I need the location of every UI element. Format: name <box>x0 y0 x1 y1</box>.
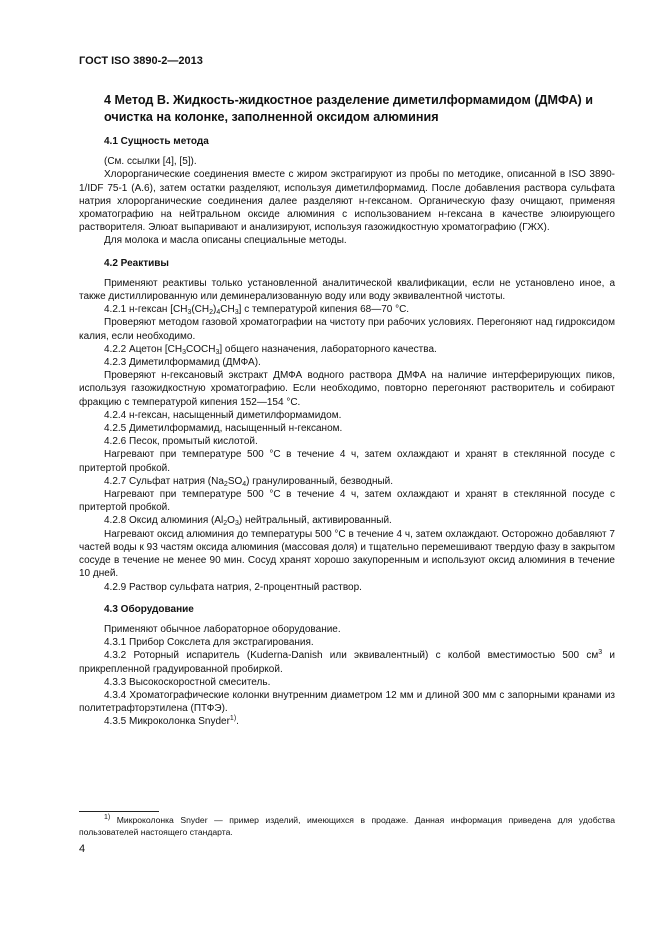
item-4-2-9: 4.2.9 Раствор сульфата натрия, 2-процентный раствор. <box>104 581 362 593</box>
item-4-2-1-hexane: 4.2.1 н-гексан $[CH_3(CH_2)_4CH_3]$ с температурой кипения 68—70 °С. <box>104 304 410 317</box>
subsection-4-3-title: 4.3 Оборудование <box>104 603 194 615</box>
page-number: 4 <box>79 843 86 855</box>
page-content <box>79 92 615 729</box>
paragraph-reagents-intro: Применяют реактивы только установленной аналитической квалификации, если не установлено иное, а также дистиллированную или деминерализованную воду или воду эквивалентной чистоты. <box>79 277 615 303</box>
footnote-mark: 1) <box>104 814 111 821</box>
paragraph-equipment-intro: Применяют обычное лабораторное оборудование. <box>104 623 341 635</box>
item-4-2-3-dmf: 4.2.3 Диметилформамид (ДМФА). <box>104 357 261 369</box>
item-4-3-2-evaporator: 4.3.2 Роторный испаритель (Kuderna-Danish или эквивалентный) с колбой вместимостью 500 $см^3$ и прикрепленной градуированной пробиркой. <box>79 649 615 675</box>
item-4-2-4: 4.2.4 н-гексан, насыщенный диметилформамидом. <box>104 409 342 421</box>
paragraph-sand-heating: Нагревают при температуре 500 °С в течение 4 ч, затем охлаждают и хранят в стеклянной посуде с притертой пробкой. <box>79 449 615 474</box>
subsection-4-2-title: 4.2 Реактивы <box>104 257 169 269</box>
item-4-2-6-sand: 4.2.6 Песок, промытый кислотой. <box>104 436 258 448</box>
paragraph-see-references: (См. ссылки [4], [5]). <box>104 156 197 168</box>
item-4-2-8-alumina: 4.2.8 Оксид алюминия $(Al_2O_3)$ нейтральный, активированный. <box>104 515 392 528</box>
item-4-2-7-sodium-sulfate: 4.2.7 Сульфат натрия $(Na_2SO_4)$ гранулированный, безводный. <box>104 475 394 488</box>
paragraph-alumina-preparation: Нагревают оксид алюминия до температуры 500 °С в течение 4 ч, затем охлаждают. Осторожно добавляют 7 частей воды к 93 частям оксида алюминия (массовая доля) и тщательно перемешивают твердую фазу в закрытом сосуде в течение не менее 90 мин. Сосуд хранят хорошо закупоренным и используют оксид алюминия в течение 10 дней. <box>79 528 615 580</box>
paragraph-milk-butter: Для молока и масла описаны специальные методы. <box>104 235 347 247</box>
item-4-2-2-acetone: 4.2.2 Ацетон $[CH_3COCH_3]$ общего назначения, лабораторного качества. <box>104 343 437 356</box>
item-4-3-3: 4.3.3 Высокоскоростной смеситель. <box>104 676 271 688</box>
document-code-header: ГОСТ ISO 3890-2—2013 <box>79 55 203 67</box>
subsection-4-1-title: 4.1 Сущность метода <box>104 136 209 147</box>
paragraph-sulfate-heating: Нагревают при температуре 500 °С в течение 4 ч, затем охлаждают и хранят в стеклянной посуде с притертой пробкой. <box>79 489 615 514</box>
item-4-3-5-snyder: 4.3.5 Микроколонка Snyder$^{1)}$. <box>104 715 239 728</box>
paragraph-dmf-check: Проверяют н-гексановый экстракт ДМФА водного раствора ДМФА на наличие интерферирующих пиков, используя газожидкостную хроматографию. Если необходимо, повторно перегоняют растворитель и собирают фракцию с температурой кипения 152—154 °С. <box>79 370 615 408</box>
footnote-text: Микроколонка Snyder — пример изделий, имеющихся в продаже. Данная информация приведена для удобства пользователей настоящего стандарта. <box>79 815 615 837</box>
paragraph-method-principle: Хлорорганические соединения вместе с жиром экстрагируют из пробы по методике, описанной в ISO 3890-1/IDF 75-1 (А.6), затем остатки разделяют, используя диметилформамид. После добавления раствора сульфата натрия хлорорганические соединения далее разделяют н-гексаном. Органическую фазу очищают, применяя хроматографию на нейтральном оксиде алюминия с использованием н-гексана в качестве элюирующего растворителя. Элюат выпаривают и анализируют, используя газожидкостную хроматографию (ГЖХ). <box>79 169 615 234</box>
item-4-3-1: 4.3.1 Прибор Сокслета для экстрагирования. <box>104 637 314 649</box>
footnote-separator <box>79 811 159 812</box>
item-4-3-4-columns: 4.3.4 Хроматографические колонки внутренним диаметром 12 мм и длиной 300 мм с запорными кранами из политетрафторэтилена (ПТФЭ). <box>79 689 615 715</box>
footnote-reference: 1) <box>229 715 237 723</box>
section-4-title: 4 Метод В. Жидкость-жидкостное разделение диметилформамидом (ДМФА) и очистка на колонке, заполненной оксидом алюминия <box>104 93 593 124</box>
item-4-2-5: 4.2.5 Диметилформамид, насыщенный н-гексаном. <box>104 423 343 435</box>
footnote <box>79 815 615 838</box>
paragraph-hexane-check: Проверяют методом газовой хроматографии на чистоту при рабочих условиях. Перегоняют над гидроксидом калия, если необходимо. <box>79 317 615 342</box>
